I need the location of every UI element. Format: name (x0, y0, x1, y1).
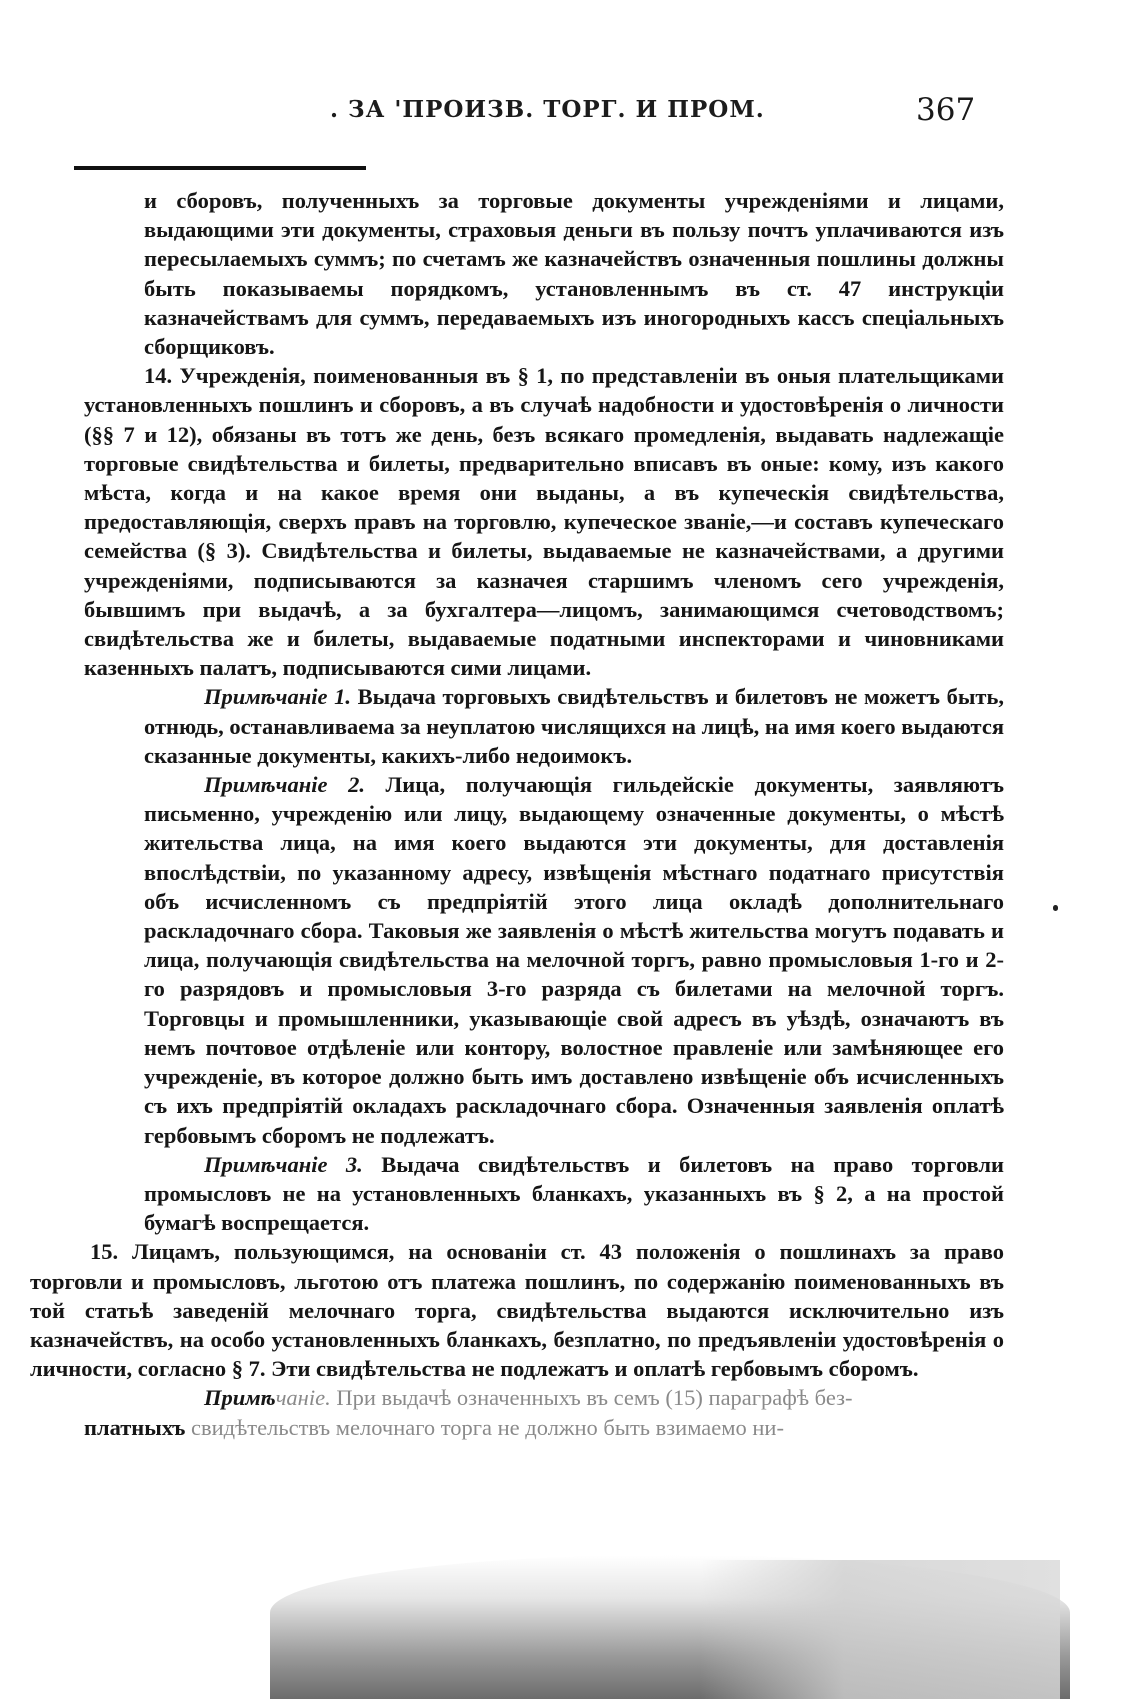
article-15: 15. Лицамъ, пользующимся, на основаніи ст. 43 положенія о пошлинахъ за право торговли и промысловъ, льготою отъ платежа пошлинъ, по содержанію поименованныхъ въ той статьѣ заведеній мелочнаго торга, свидѣтельства выдаются исключительно изъ казначействъ, на особо установленныхъ бланкахъ, безплатно, по предъявленіи удостовѣренія о личности, согласно § 7. Эти свидѣтельства не подлежатъ и оплатѣ гербовымъ сборомъ. (30, 1239, 1004, 1382)
article-14: 14. Учрежденія, поименованныя въ § 1, по представленіи въ оныя плательщиками установленныхъ пошлинъ и сборовъ, а въ случаѣ надобности и удостовѣренія о личности (§§ 7 и 12), обязаны въ тотъ же день, безъ всякаго промедленія, выдавать надлежащіе торговые свидѣтельства и билеты, предварительно вписавъ въ оные: кому, изъ какого мѣста, когда и на какое время они выданы, а въ купеческія свидѣтельства, предоставляющія, сверхъ правъ на торговлю, купеческое званіе,—и составъ купеческаго семейства (§ 3). Свидѣтельства и билеты, выдаваемые не казначействами, а другими учрежденіями, подписываются за казначея старшимъ членомъ сего учрежденія, бывшимъ при выдачѣ, а за бухгалтера—лицомъ, занимающимся счетоводствомъ; свидѣтельства же и билеты, выдаваемые податными инспекторами и чиновниками казенныхъ палатъ, подписываются сими лицами. (84, 363, 1004, 681)
note-3-label: Примѣчаніе 3. (204, 1151, 363, 1177)
note-2 (84, 770, 1004, 1150)
scan-shadow-right (700, 1560, 1060, 1699)
note-4 (84, 1383, 1004, 1441)
note-3 (84, 1150, 1004, 1238)
note-1 (84, 682, 1004, 770)
note-4-label-dark: Примѣ (204, 1385, 276, 1411)
note-2-label: Примѣчаніе 2. (204, 772, 365, 798)
paragraph-continuation: и сборовъ, полученныхъ за торговые документы учрежденіями и лицами, выдающими эти документы, страховыя деньги въ пользу почтъ уплачиваются изъ пересылаемыхъ суммъ; по счетамъ же казначействъ означенныя пошлины должны быть показываемы порядкомъ, установленнымъ въ ст. 47 инструкціи казначействамъ для суммъ, передаваемыхъ изъ иногородныхъ кассъ спеціальныхъ сборщиковъ. (144, 188, 1004, 360)
note-1-text: Выдача торговыхъ свидѣтельствъ и билетовъ не можетъ быть, отнюдь, останавливаема за неуплатою числящихся на лицѣ, на имя коего выдаются сказанные документы, какихъ-либо недоимокъ. (144, 684, 1004, 768)
note-3-text: Выдача свидѣтельствъ и билетовъ на право торговли промысловъ не на установленныхъ бланкахъ, указанныхъ въ § 2, а на простой бумагѣ воспрещается. (144, 1151, 1004, 1236)
note-1-label: Примѣчаніе 1. (204, 684, 351, 710)
note-4-line2-dark: платныхъ (84, 1414, 186, 1440)
page-body (30, 186, 1004, 1442)
note-4-text-faded: При выдачѣ означенныхъ въ семъ (15) параграфѣ без- (330, 1385, 853, 1411)
section-rule (74, 166, 366, 170)
running-title: . ЗА 'ПРОИЗВ. ТОРГ. И ПРОМ. (330, 96, 765, 123)
note-4-line2-faded: свидѣтельствъ мелочнаго торга не должно быть взимаемо ни- (185, 1414, 784, 1440)
page-header (0, 92, 1140, 132)
margin-ink-dot (1053, 905, 1058, 911)
page-number: 367 (916, 92, 976, 128)
note-4-label-faded: чаніе. (275, 1385, 331, 1411)
note-2-text: Лица, получающія гильдейскіе документы, заявляютъ письменно, учрежденію или лицу, выдающему означенные документы, о мѣстѣ жительства лица, на имя коего выдаются эти документы, для доставленія впослѣдствіи, по указанному адресу, извѣщенія мѣстнаго податнаго присутствія объ исчисленномъ съ предпріятій этого лица окладѣ дополнительнаго раскладочнаго сбора. Таковыя же заявленія о мѣстѣ жительства могутъ подавать и лица, получающія свидѣтельства на мелочной торгъ, равно промысловыя 1-го и 2-го разрядовъ и промысловыя 3-го разряда съ билетами на мелочной торгъ. Торговцы и промышленники, указывающіе свой адресъ въ уѣздѣ, означаютъ въ немъ почтовое отдѣленіе или контору, волостное правленіе или замѣняющее его учрежденіе, въ которое должно быть имъ доставлено извѣщеніе объ исчисленныхъ съ ихъ предпріятій окладахъ раскладочнаго сбора. Означенныя заявленія оплатѣ гербовымъ сборомъ не подлежатъ. (144, 772, 1004, 1148)
